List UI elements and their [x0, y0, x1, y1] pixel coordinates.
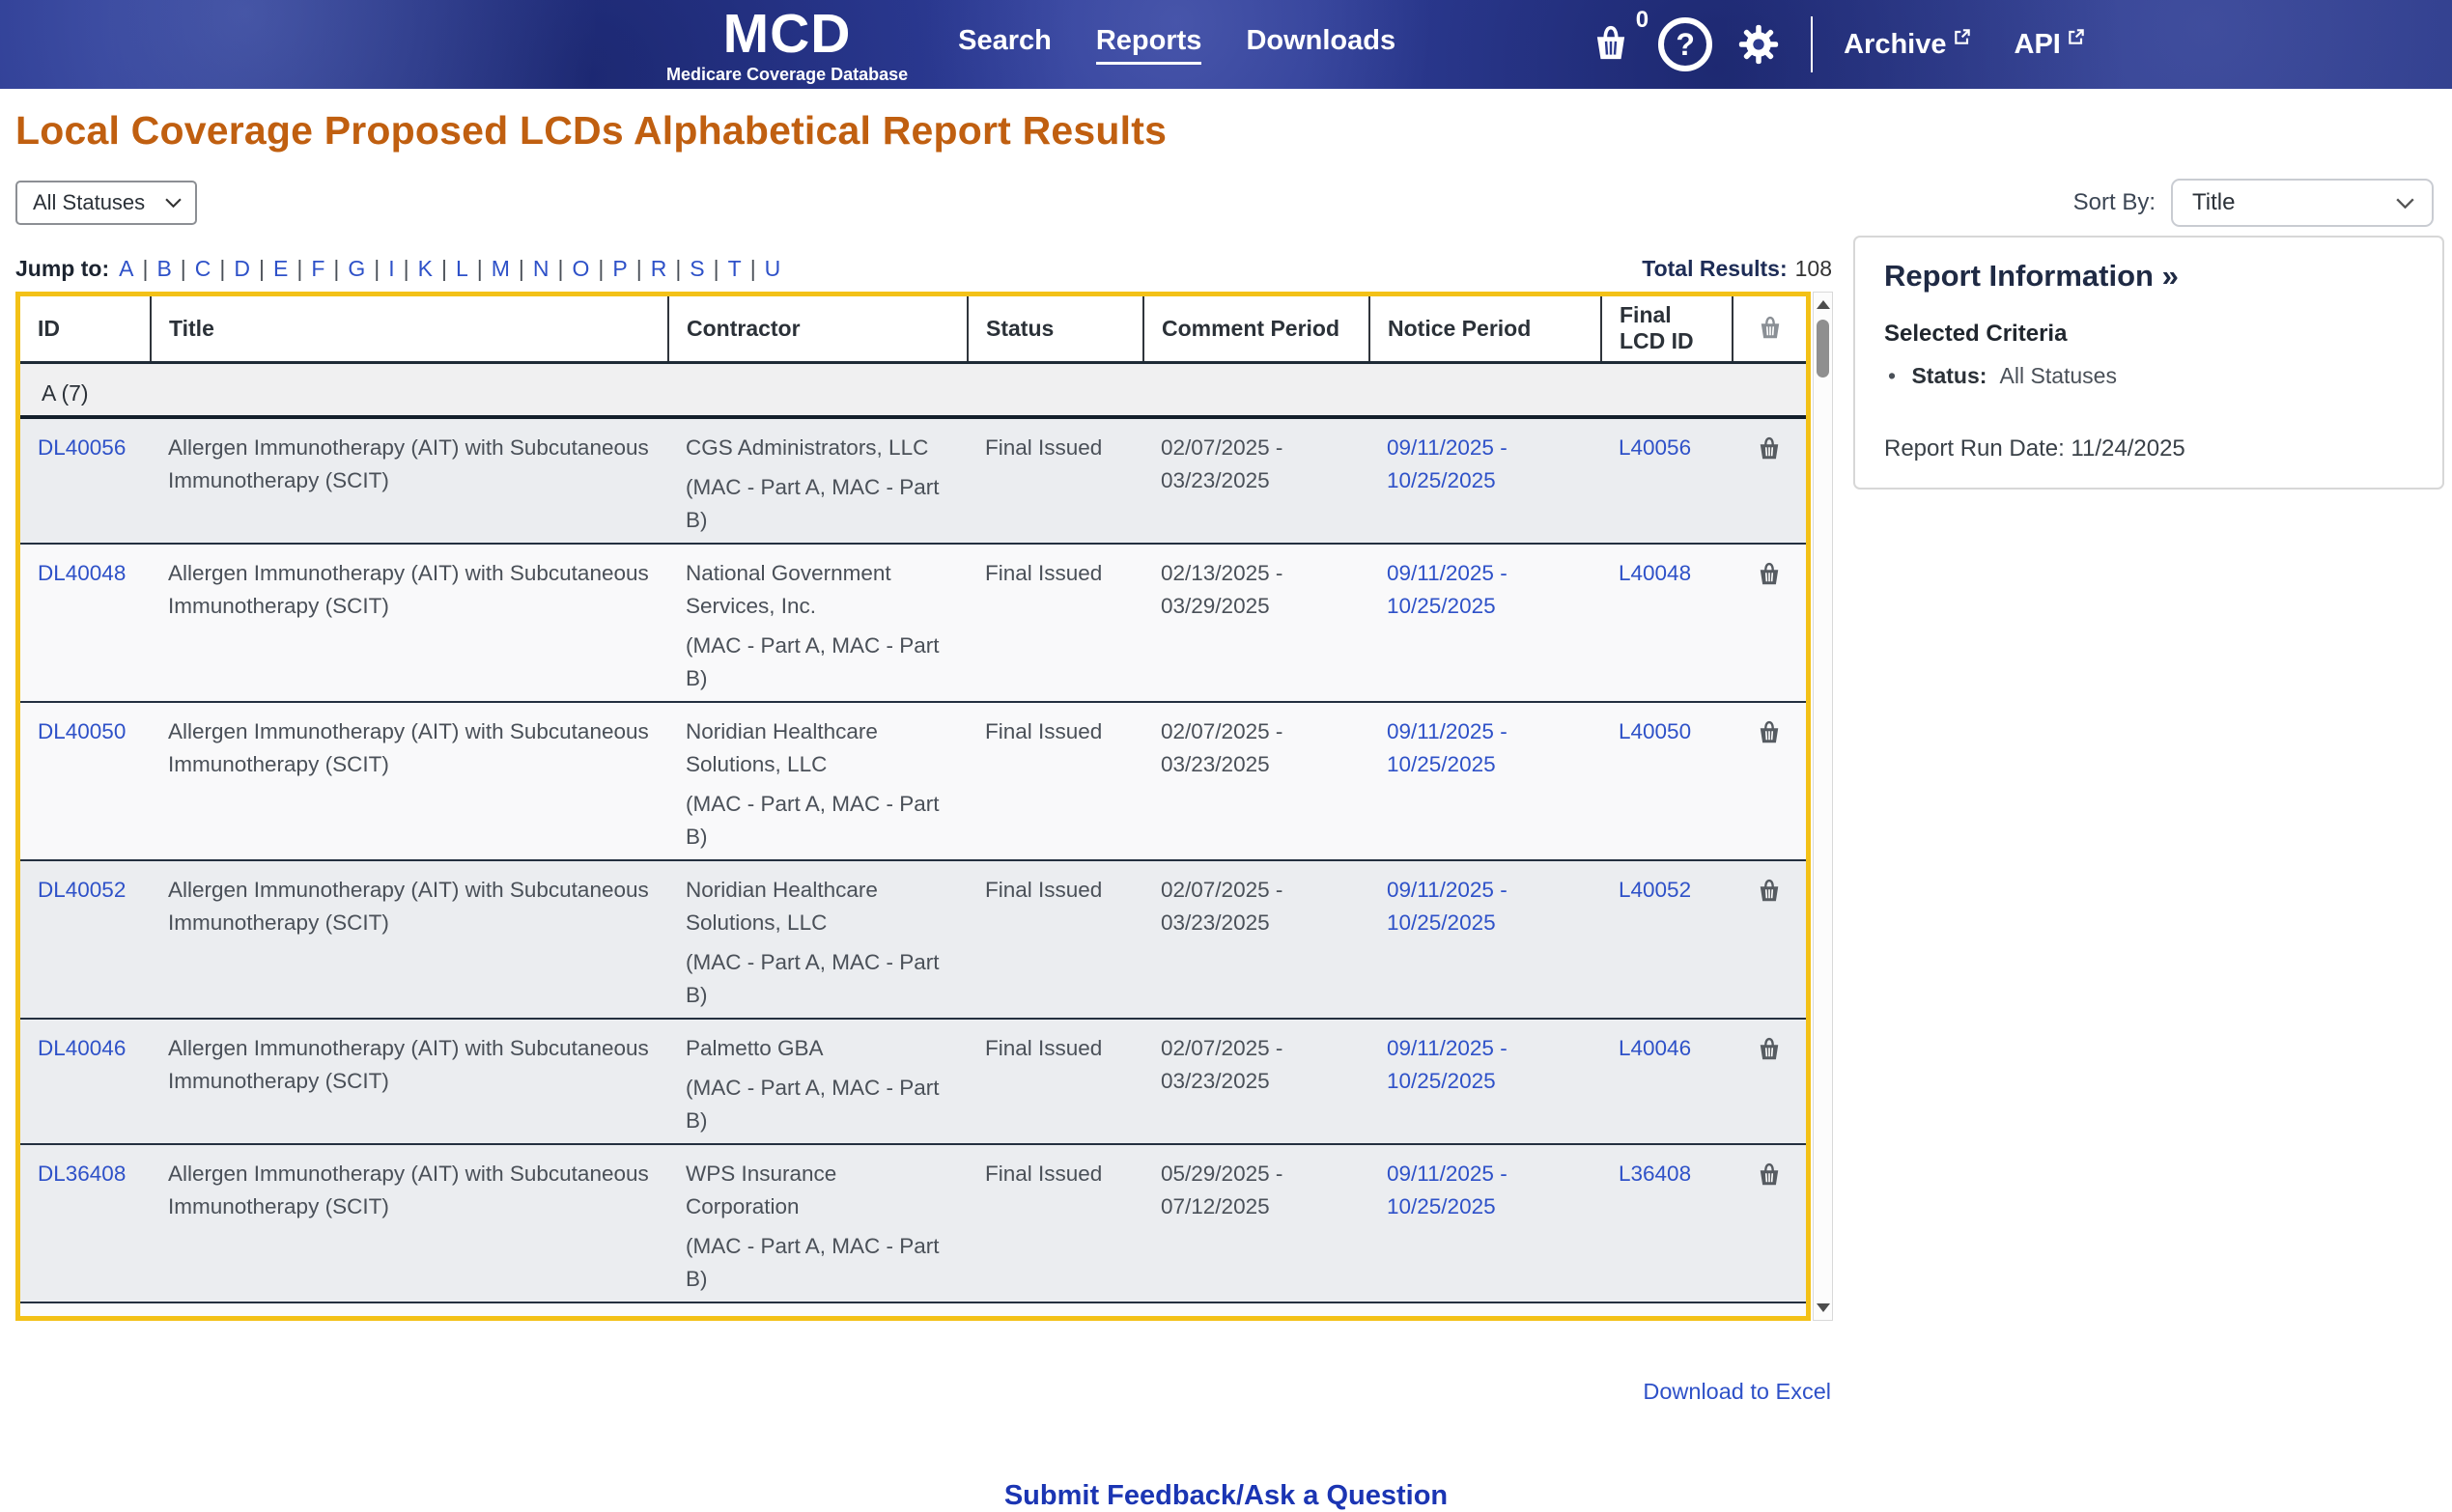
jump-separator: | [749, 256, 756, 281]
final-lcd-id-link[interactable]: L40050 [1619, 718, 1692, 743]
scrollbar-thumb[interactable] [1817, 320, 1829, 378]
lcd-title: Allergen Immunotherapy (AIT) with Subcutaneous Immunotherapy (SCIT) [168, 1035, 649, 1093]
table-row [20, 1019, 1806, 1144]
jump-separator: | [476, 256, 483, 281]
jump-separator: | [598, 256, 605, 281]
jump-separator: | [675, 256, 682, 281]
status-value: Final Issued [985, 718, 1103, 743]
feedback-row [0, 1480, 2452, 1512]
table-scrollbar[interactable] [1813, 292, 1833, 1321]
header-icons [1589, 6, 1780, 71]
nav-downloads[interactable]: Downloads [1246, 24, 1396, 56]
column-header-final-lcd-id[interactable]: Final LCD ID [1601, 296, 1733, 362]
final-lcd-id-link[interactable]: L40052 [1619, 877, 1692, 902]
criteria-status-item [1884, 363, 2413, 389]
nav-reports[interactable]: Reports [1096, 25, 1202, 65]
status-value: Final Issued [985, 560, 1103, 585]
basket-button[interactable] [1589, 6, 1649, 68]
notice-period-end: 10/25/2025 [1387, 593, 1496, 618]
total-results-value: 108 [1794, 256, 1832, 281]
lcd-title: Allergen Immunotherapy (AIT) with Subcutaneous Immunotherapy (SCIT) [168, 877, 649, 935]
gear-icon[interactable] [1737, 23, 1780, 66]
lcd-title: Allergen Immunotherapy (AIT) with Subcutaneous Immunotherapy (SCIT) [168, 560, 649, 618]
logo-title: MCD [722, 2, 852, 65]
comment-period-end: 07/12/2025 [1161, 1193, 1270, 1218]
basket-icon [1755, 1035, 1784, 1062]
jump-separator: | [440, 256, 447, 281]
comment-period-end: 03/23/2025 [1161, 751, 1270, 776]
contractor-mac-parts: (MAC - Part A, MAC - Part B) [686, 791, 940, 849]
comment-period-end: 03/23/2025 [1161, 1068, 1270, 1093]
mcd-logo[interactable] [666, 2, 909, 84]
jump-letter-M[interactable]: M [491, 256, 510, 281]
basket-icon [1755, 434, 1784, 462]
jump-separator: | [557, 256, 564, 281]
bullet: • [1888, 363, 1897, 388]
chevron-down-icon [2396, 198, 2414, 209]
jump-links [117, 256, 782, 281]
table-row [20, 1144, 1806, 1302]
controls-row [15, 179, 2434, 227]
basket-icon [1755, 560, 1784, 587]
status-filter-value: All Statuses [33, 190, 146, 214]
jump-letter-B[interactable]: B [156, 256, 172, 281]
final-lcd-id-link[interactable]: L40048 [1619, 560, 1692, 585]
jump-letter-R[interactable]: R [650, 256, 667, 281]
notice-period-start: 09/11/2025 - [1387, 1161, 1508, 1186]
site-header [0, 0, 2452, 89]
basket-icon [1755, 877, 1784, 904]
jump-letter-U[interactable]: U [764, 256, 781, 281]
jump-letter-O[interactable]: O [572, 256, 590, 281]
page-title: Local Coverage Proposed LCDs Alphabetical Report Results [15, 108, 1168, 153]
table-row [20, 544, 1806, 702]
lcd-id-link[interactable]: DL40050 [38, 718, 127, 743]
lcd-id-link[interactable]: DL36408 [38, 1161, 127, 1186]
jump-to-label: Jump to: [15, 256, 110, 281]
status-value: Final Issued [985, 1035, 1103, 1060]
table-row-partial [20, 1302, 1806, 1316]
scrollbar-up-arrow[interactable] [1814, 293, 1832, 316]
notice-period-start: 09/11/2025 - [1387, 560, 1508, 585]
nav-search[interactable]: Search [958, 24, 1052, 56]
column-header-status[interactable]: Status [968, 296, 1143, 362]
contractor-mac-parts: (MAC - Part A, MAC - Part B) [686, 632, 940, 690]
lcd-title: Allergen Immunotherapy (AIT) with Subcutaneous Immunotherapy (SCIT) [168, 434, 649, 492]
table-row [20, 417, 1806, 544]
total-results-label: Total Results: [1642, 256, 1788, 281]
jump-letter-C[interactable]: C [194, 256, 211, 281]
add-to-basket-button[interactable] [1755, 1161, 1784, 1190]
final-lcd-id-link[interactable]: L40046 [1619, 1035, 1692, 1060]
lcd-title: Allergen Immunotherapy (AIT) with Subcutaneous Immunotherapy (SCIT) [168, 718, 649, 776]
jump-separator: | [259, 256, 265, 281]
basket-count-badge: 0 [1635, 6, 1649, 33]
external-link-icon [2067, 27, 2086, 46]
jump-separator: | [713, 256, 719, 281]
status-value: Final Issued [985, 434, 1103, 460]
lcd-id-link[interactable]: DL40046 [38, 1035, 127, 1060]
main-nav [958, 25, 1395, 65]
basket-icon [1589, 22, 1633, 63]
notice-period-end: 10/25/2025 [1387, 751, 1496, 776]
status-value: Final Issued [985, 1161, 1103, 1186]
comment-period-start: 02/13/2025 - [1161, 560, 1283, 585]
jump-separator: | [296, 256, 303, 281]
notice-period-start: 09/11/2025 - [1387, 434, 1508, 460]
column-header-title[interactable]: Title [151, 296, 668, 362]
external-links [1844, 29, 2086, 61]
header-divider [1811, 16, 1813, 72]
comment-period-start: 05/29/2025 - [1161, 1161, 1283, 1186]
jump-to-area [15, 256, 782, 282]
comment-period-start: 02/07/2025 - [1161, 877, 1283, 902]
column-header-notice-period[interactable]: Notice Period [1369, 296, 1601, 362]
selected-criteria-heading: Selected Criteria [1884, 321, 2068, 347]
jump-letter-D[interactable]: D [234, 256, 250, 281]
add-to-basket-button[interactable] [1755, 1035, 1784, 1065]
basket-icon [1755, 718, 1784, 745]
table-row [20, 702, 1806, 860]
contractor-mac-parts: (MAC - Part A, MAC - Part B) [686, 1075, 940, 1133]
jump-letter-G[interactable]: G [348, 256, 366, 281]
contractor-name: WPS Insurance Corporation [686, 1161, 837, 1218]
status-value: Final Issued [985, 877, 1103, 902]
add-to-basket-button[interactable] [1755, 560, 1784, 590]
report-information-title[interactable]: Report Information » [1884, 259, 2179, 293]
column-header-basket [1733, 296, 1806, 362]
api-link[interactable] [2015, 29, 2086, 61]
notice-period-end: 10/25/2025 [1387, 910, 1496, 935]
jump-letter-L[interactable]: L [455, 256, 468, 281]
status-filter-select[interactable] [15, 181, 197, 225]
lcd-id-link[interactable]: DL40056 [38, 434, 127, 460]
comment-period-end: 03/23/2025 [1161, 910, 1270, 935]
contractor-mac-parts: (MAC - Part A, MAC - Part B) [686, 1233, 940, 1291]
column-header-id[interactable]: ID [20, 296, 151, 362]
add-to-basket-button[interactable] [1755, 434, 1784, 464]
contractor-name: Noridian Healthcare Solutions, LLC [686, 877, 878, 935]
download-to-excel-link[interactable]: Download to Excel [1643, 1378, 1831, 1404]
comment-period-start: 02/07/2025 - [1161, 1035, 1283, 1060]
jump-separator: | [374, 256, 380, 281]
section-label: A (7) [20, 362, 1806, 417]
archive-label: Archive [1844, 28, 1947, 60]
jump-letter-K[interactable]: K [417, 256, 433, 281]
jump-letter-E[interactable]: E [272, 256, 289, 281]
add-to-basket-button[interactable] [1755, 718, 1784, 748]
notice-period-end: 10/25/2025 [1387, 467, 1496, 492]
api-label: API [2014, 28, 2061, 60]
jump-separator: | [142, 256, 149, 281]
add-to-basket-button[interactable] [1755, 877, 1784, 907]
sort-by-label: Sort By: [2072, 189, 2156, 215]
contractor-name: CGS Administrators, LLC [686, 434, 929, 460]
contractor-name: National Government Services, Inc. [686, 560, 891, 618]
jump-separator: | [219, 256, 226, 281]
results-row [15, 256, 1832, 282]
jump-letter-S[interactable]: S [690, 256, 705, 281]
external-link-icon [1953, 27, 1972, 46]
download-row [0, 1379, 1831, 1405]
contractor-name: Noridian Healthcare Solutions, LLC [686, 718, 878, 776]
comment-period-start: 02/07/2025 - [1161, 718, 1283, 743]
contractor-mac-parts: (MAC - Part A, MAC - Part B) [686, 949, 940, 1007]
notice-period-start: 09/11/2025 - [1387, 718, 1508, 743]
table-header-row [20, 296, 1806, 362]
table-footer-body [20, 1302, 1806, 1316]
jump-separator: | [333, 256, 340, 281]
column-header-comment-period[interactable]: Comment Period [1143, 296, 1369, 362]
comment-period-end: 03/29/2025 [1161, 593, 1270, 618]
lcd-id-link[interactable]: DL40048 [38, 560, 127, 585]
jump-letter-A[interactable]: A [119, 256, 134, 281]
criteria-status-label: Status: [1911, 363, 1987, 388]
sort-by-select[interactable] [2171, 179, 2434, 227]
submit-feedback-link[interactable]: Submit Feedback/Ask a Question [1003, 1479, 1449, 1511]
final-lcd-id-link[interactable]: L36408 [1619, 1161, 1692, 1186]
help-icon[interactable]: ? [1658, 17, 1712, 71]
section-header-row [20, 362, 1806, 417]
results-table [15, 292, 1811, 1321]
basket-icon [1756, 314, 1785, 341]
comment-period-start: 02/07/2025 - [1161, 434, 1283, 460]
jump-separator: | [635, 256, 642, 281]
notice-period-start: 09/11/2025 - [1387, 877, 1508, 902]
jump-letter-N[interactable]: N [532, 256, 550, 281]
contractor-name: Palmetto GBA [686, 1035, 824, 1060]
final-lcd-id-link[interactable]: L40056 [1619, 434, 1692, 460]
report-run-date: Report Run Date: 11/24/2025 [1884, 435, 2185, 462]
comment-period-end: 03/23/2025 [1161, 467, 1270, 492]
jump-separator: | [180, 256, 186, 281]
sort-by-value: Title [2192, 189, 2236, 215]
jump-separator: | [403, 256, 409, 281]
jump-letter-P[interactable]: P [612, 256, 628, 281]
jump-separator: | [518, 256, 524, 281]
logo-subtitle: Medicare Coverage Database [666, 64, 909, 84]
jump-letter-I[interactable]: I [388, 256, 395, 281]
lcd-id-link[interactable]: DL40052 [38, 877, 127, 902]
jump-letter-F[interactable]: F [311, 256, 325, 281]
criteria-status-value: All Statuses [1999, 363, 2117, 388]
total-results [1642, 256, 1832, 282]
table-body [20, 362, 1806, 1302]
notice-period-end: 10/25/2025 [1387, 1068, 1496, 1093]
chevron-down-icon [165, 198, 182, 208]
scrollbar-down-arrow[interactable] [1814, 1297, 1832, 1320]
sort-by-group [2073, 179, 2434, 227]
column-header-contractor[interactable]: Contractor [668, 296, 968, 362]
table-row [20, 860, 1806, 1019]
archive-link[interactable] [1844, 29, 1971, 61]
report-information-panel [1853, 236, 2444, 490]
jump-letter-T[interactable]: T [727, 256, 742, 281]
contractor-mac-parts: (MAC - Part A, MAC - Part B) [686, 474, 940, 532]
notice-period-end: 10/25/2025 [1387, 1193, 1496, 1218]
basket-icon [1755, 1161, 1784, 1188]
notice-period-start: 09/11/2025 - [1387, 1035, 1508, 1060]
lcd-title: Allergen Immunotherapy (AIT) with Subcutaneous Immunotherapy (SCIT) [168, 1161, 649, 1218]
